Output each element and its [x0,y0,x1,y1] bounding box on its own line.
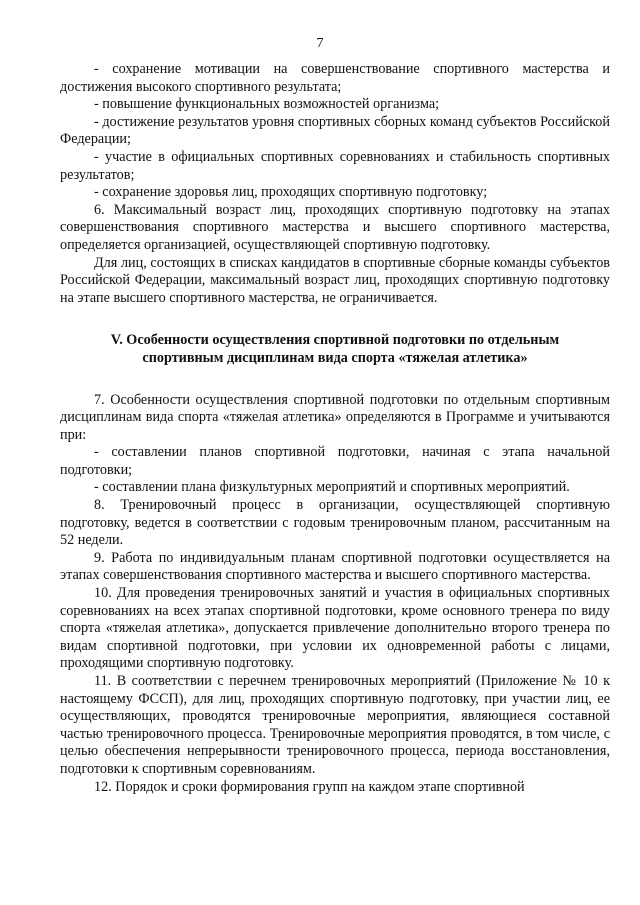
section-heading [80,332,590,367]
paragraph-6: 6. Максимальный возраст лиц, проходящих спортивную подготовку на этапах совершенствования спортивного мастерства и высшего спортивного мастерства, определяется организацией, осуществляющей спортивную подготовку. [60,201,610,253]
paragraph-7: 7. Особенности осуществления спортивной подготовки по отдельным спортивным дисциплинам вида спорта «тяжелая атлетика» определяются в Программе и учитываются при: [60,391,610,443]
paragraph-candidates: Для лиц, состоящих в списках кандидатов в спортивные сборные команды субъектов Российской Федерации, максимальный возраст лиц, проходящих спортивную подготовку на этапе высшего спортивного мастерства, не ограничивается. [60,254,610,306]
paragraph-12: 12. Порядок и сроки формирования групп на каждом этапе спортивной [94,778,525,795]
paragraph-10: 10. Для проведения тренировочных занятий и участия в официальных спортивных соревнованиях на всех этапах спортивной подготовки, кроме основного тренера по виду спорта «тяжелая атлетика», допускается привлечение дополнительно второго тренера по видам спортивной подготовки, при условии их одновременной работы с лицами, проходящими спортивную подготовку. [60,585,610,672]
paragraph-9: 9. Работа по индивидуальным планам спортивной подготовки осуществляется на этапах совершенствования спортивного мастерства и высшего спортивного мастерства. [60,549,610,584]
paragraph-11: 11. В соответствии с перечнем тренировочных мероприятий (Приложение № 10 к настоящему ФССП), для лиц, проходящих спортивную подготовку, при участии лиц, ее осуществляющих, проводятся тренировочные мероприятия, являющиеся составной частью тренировочного процесса. Тренировочные мероприятия проводятся, в том числе, с целью обеспечения непрерывности тренировочного процесса, периода восстановления, подготовки к спортивным соревнованиям. [60,673,610,777]
bullet-health: - сохранение здоровья лиц, проходящих спортивную подготовку; [94,184,488,201]
section-heading-line-1: V. Особенности осуществления спортивной подготовки по отдельным [110,332,560,349]
section-heading-line-2: спортивным дисциплинам вида спорта «тяжелая атлетика» [142,349,528,366]
document-body [60,61,610,796]
bullet-plans: - составлении планов спортивной подготовки, начиная с этапа начальной подготовки; [60,444,610,478]
bullet-competitions: - участие в официальных спортивных соревнованиях и стабильность спортивных результатов; [60,148,610,183]
paragraph-8: 8. Тренировочный процесс в организации, осуществляющей спортивную подготовку, ведется в соответствии с годовым тренировочным планом, рассчитанным на 52 недели. [60,497,610,549]
page-number: 7 [316,36,324,51]
bullet-team-results: - достижение результатов уровня спортивных сборных команд субъектов Российской Федерации; [60,113,610,148]
bullet-events-plan: - составлении плана физкультурных мероприятий и спортивных мероприятий. [94,479,570,496]
bullet-functional-abilities: - повышение функциональных возможностей организма; [94,96,440,113]
bullet-motivation: - сохранение мотивации на совершенствование спортивного мастерства и достижения высокого спортивного результата; [60,61,610,95]
